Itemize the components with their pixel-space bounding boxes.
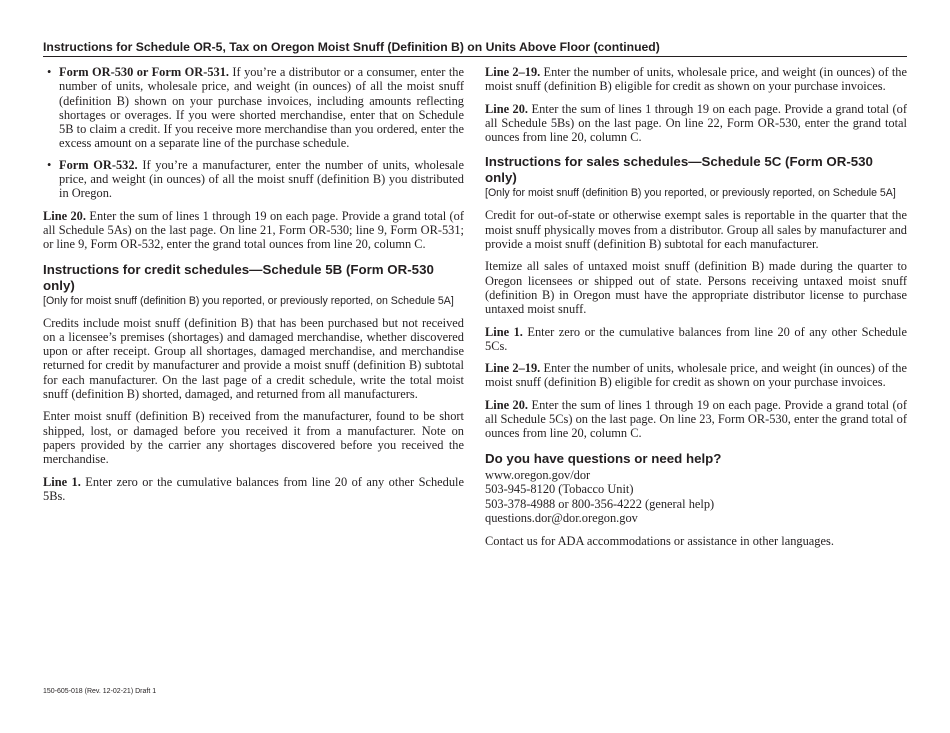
ada-note: Contact us for ADA accommodations or assistance in other languages. [485, 533, 834, 548]
bullet-text: If you’re a distributor or a consumer, enter the number of units, wholesale price, and weight (in ounces) of all the moist snuff (definition B) shown on your purchase invoices, including amounts reflecting shortages or overages. If you were shorted merchandise, enter that on Schedule 5B to claim a credit. If you receive more merchandise than you ordered, enter the excess amount on a separate line of the purchase schedule. [59, 65, 464, 151]
line-label: Line 2–19. [485, 65, 541, 79]
page-title: Instructions for Schedule OR-5, Tax on Oregon Moist Snuff (Definition B) on Units Above Floor (continued) [43, 40, 907, 57]
sales-line-1-paragraph [485, 325, 907, 354]
form-number-footer: 150-605-018 (Rev. 12-02-21) Draft 1 [43, 688, 157, 695]
line-label: Line 20. [485, 397, 529, 412]
line-label: Line 1. [43, 474, 81, 489]
credit-schedules-subheading: [Only for moist snuff (definition B) you reported, or previously reported, on Schedule 5A] [43, 294, 454, 307]
line-text: Enter zero or the cumulative balances from line 20 of any other Schedule 5Cs. [485, 324, 907, 353]
line-text: Enter the number of units, wholesale price, and weight (in ounces) of the moist snuff (definition B) eligible for credit as shown on your purchase invoices. [485, 65, 907, 94]
line-label: Line 2–19. [485, 361, 541, 376]
sales-schedules-subheading: [Only for moist snuff (definition B) you reported, or previously reported, on Schedule 5A] [485, 187, 896, 200]
contact-block [485, 468, 907, 526]
sales-schedules-heading: Instructions for sales schedules—Schedule 5C (Form OR-530 only) [485, 154, 873, 186]
sales-line-2-19-paragraph [485, 361, 907, 390]
line-text: Enter the number of units, wholesale price, and weight (in ounces) of the moist snuff (definition B) eligible for credit as shown on your purchase invoices. [485, 361, 907, 390]
line-label: Line 1. [485, 324, 523, 339]
credit-schedules-heading: Instructions for credit schedules—Schedule 5B (Form OR-530 only) [43, 261, 434, 293]
line-20-paragraph [43, 209, 464, 252]
tobacco-unit-phone: 503-945-8120 (Tobacco Unit) [485, 482, 634, 497]
credit-paragraph-1: Credits include moist snuff (definition B) that has been purchased but not received on a licensee’s premises (shortages) and damaged merchandise, whether discovered upon or after receipt. Group all shortages, damaged merchandise, and merchandise returned for credit by manufacturer and provide a moist snuff (definition B) subtotal for each manufacturer. On the last page of a credit schedule, write the total moist snuff (definition B) shorted, damaged, and returned from all manufacturers. [43, 315, 464, 402]
line-label: Line 20. [485, 101, 529, 116]
bullet-label: Form OR-530 or Form OR-531. [59, 65, 230, 79]
bullet-text: If you’re a manufacturer, enter the number of units, wholesale price, and weight (in ounces) of all the moist snuff (definition B) you distributed in Oregon. [59, 157, 464, 201]
left-column [43, 65, 464, 511]
general-help-phone: 503-378-4988 or 800-356-4222 (general help) [485, 496, 715, 511]
list-item [43, 65, 464, 151]
line-text: Enter the sum of lines 1 through 19 on each page. Provide a grand total (of all Schedule 5Cs) on the last page. On line 23, Form OR-530, enter the grand total of ounces from line 20, column C. [485, 397, 908, 441]
line-20-paragraph [485, 102, 907, 145]
credit-paragraph-2: Enter moist snuff (definition B) received from the manufacturer, found to be short shipped, lost, or damaged before you received it from a manufacturer. Note on papers provided by the carrier any shortages discovered before you received the merchandise. [43, 409, 464, 467]
line-text: Enter the sum of lines 1 through 19 on each page. Provide a grand total (of all Schedule 5Bs) on the last page. On line 22, Form OR-530, enter the grand total ounces from line 20, column C. [485, 101, 908, 145]
line-2-19-paragraph [485, 65, 907, 94]
help-heading: Do you have questions or need help? [485, 450, 722, 466]
website-link[interactable]: www.oregon.gov/dor [485, 467, 591, 482]
line-label: Line 20. [43, 208, 86, 223]
credit-line-1-paragraph [43, 475, 464, 504]
line-text: Enter the sum of lines 1 through 19 on each page. Provide a grand total (of all Schedule 5As) on the last page. On line 21, Form OR-530; line 9, Form OR-531; or line 9, Form OR-532, enter the grand total ounces from line 20, column C. [43, 208, 465, 252]
sales-paragraph-2: Itemize all sales of untaxed moist snuff (definition B) made during the quarter to Oregon licensees or shipped out of state. Persons receiving untaxed moist snuff (definition B) in Oregon must have the appropriate distributor license to purchase untaxed moist snuff. [485, 259, 907, 317]
list-item [43, 158, 464, 201]
bullet-icon: • [47, 65, 52, 79]
sales-paragraph-1: Credit for out-of-state or otherwise exempt sales is reportable in the quarter that the moist snuff physically moves from a distributor. Group all sales by manufacturer and provide a moist snuff (definition B) subtotal for each manufacturer. [485, 208, 907, 252]
bullet-icon: • [47, 157, 52, 172]
form-bullet-list [43, 65, 464, 201]
line-text: Enter zero or the cumulative balances from line 20 of any other Schedule 5Bs. [43, 474, 464, 503]
bullet-label: Form OR-532. [59, 157, 138, 172]
sales-line-20-paragraph [485, 398, 907, 441]
email-link[interactable]: questions.dor@dor.oregon.gov [485, 511, 638, 526]
right-column [485, 65, 907, 556]
